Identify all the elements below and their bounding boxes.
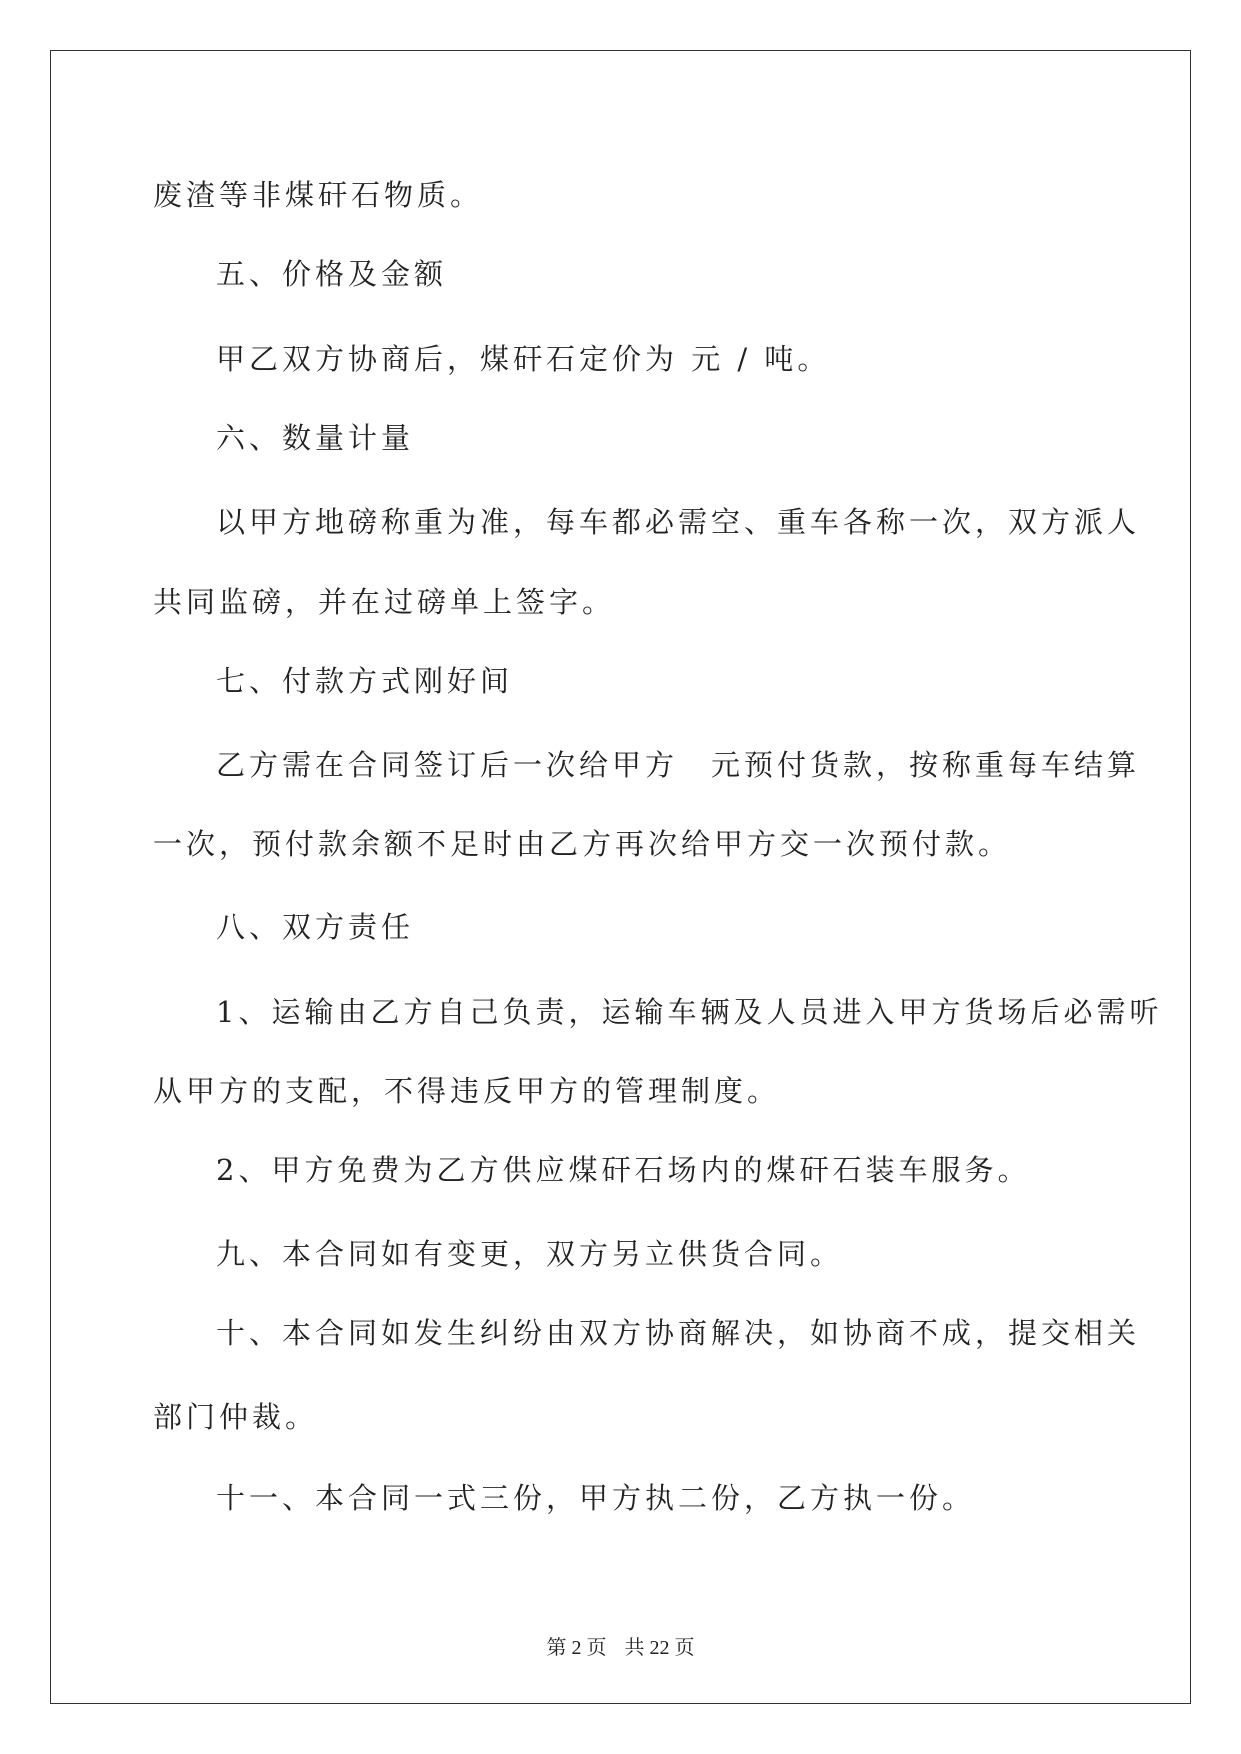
text-line: 甲乙双方协商后，煤矸石定价为 元 / 吨。 bbox=[216, 342, 831, 376]
text-line: 1、运输由乙方自己负责，运输车辆及人员进入甲方货场后必需听 bbox=[216, 995, 1163, 1029]
page-total: 共 22 页 bbox=[624, 1637, 695, 1659]
page-footer bbox=[0, 1636, 1241, 1660]
text-line: 2、甲方免费为乙方供应煤矸石场内的煤矸石装车服务。 bbox=[216, 1153, 1031, 1187]
text-line: 共同监磅，并在过磅单上签字。 bbox=[153, 585, 616, 619]
section-heading: 七、付款方式刚好间 bbox=[216, 664, 514, 698]
section-heading: 五、价格及金额 bbox=[216, 257, 448, 291]
text-line: 十、本合同如发生纠纷由双方协商解决，如协商不成，提交相关 bbox=[216, 1316, 1141, 1350]
section-heading: 八、双方责任 bbox=[216, 910, 415, 944]
text-line: 从甲方的支配，不得违反甲方的管理制度。 bbox=[153, 1074, 781, 1108]
text-line: 部门仲裁。 bbox=[153, 1400, 319, 1434]
text-line: 十一、本合同一式三份，甲方执二份，乙方执一份。 bbox=[216, 1481, 976, 1515]
page-number: 第 2 页 bbox=[546, 1637, 607, 1659]
text-line: 以甲方地磅称重为准，每车都必需空、重车各称一次，双方派人 bbox=[216, 505, 1141, 539]
text-line: 乙方需在合同签订后一次给甲方 元预付货款，按称重每车结算 bbox=[216, 748, 1141, 782]
text-line: 一次，预付款余额不足时由乙方再次给甲方交一次预付款。 bbox=[153, 827, 1012, 861]
text-line: 九、本合同如有变更，双方另立供货合同。 bbox=[216, 1237, 844, 1271]
text-line: 废渣等非煤矸石物质。 bbox=[153, 178, 484, 212]
page-frame bbox=[50, 50, 1191, 1704]
section-heading: 六、数量计量 bbox=[216, 421, 415, 455]
